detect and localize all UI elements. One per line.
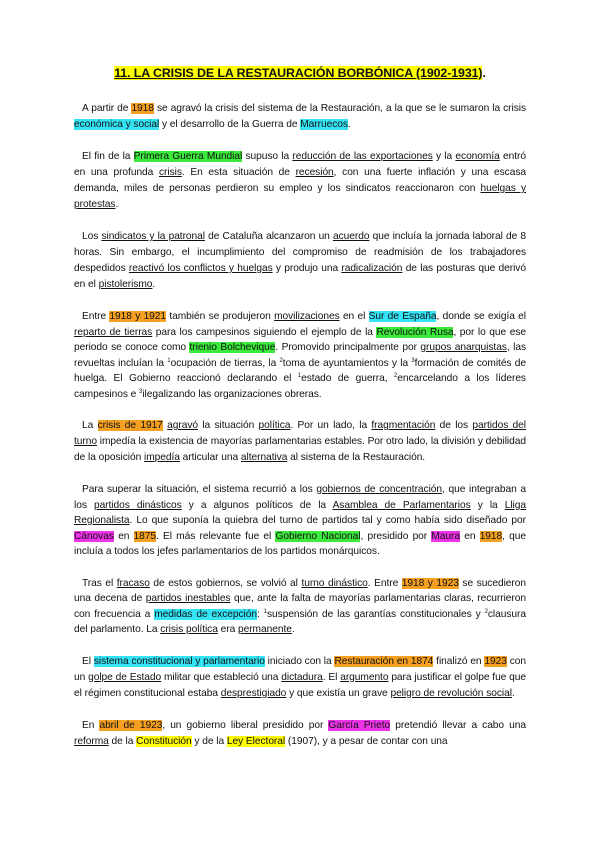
highlighted-term: trienio Bolchevique bbox=[189, 342, 276, 353]
underlined-term: partidos del turno bbox=[74, 420, 526, 447]
paragraph bbox=[74, 229, 526, 293]
text-run: , que integraban a los bbox=[74, 484, 527, 511]
text-run: , las revueltas incluían la bbox=[74, 342, 526, 369]
underlined-term: radicalización bbox=[341, 263, 403, 274]
text-run: encarcelando a los líderes campesinos e bbox=[74, 373, 526, 400]
footnote-number: 2 bbox=[484, 608, 488, 615]
underlined-term: fracaso bbox=[116, 577, 150, 589]
text-run: iniciado con la bbox=[264, 655, 335, 667]
text-run: y que existía un grave bbox=[286, 687, 391, 699]
highlighted-term: económica y social bbox=[74, 119, 160, 130]
text-run: Para superar la situación, el sistema recurrió a los bbox=[82, 484, 317, 495]
text-run: . bbox=[511, 687, 515, 699]
underlined-term: golpe de Estado bbox=[88, 671, 162, 683]
paragraph bbox=[74, 654, 526, 702]
highlighted-term: 1875 bbox=[133, 530, 156, 542]
text-run: ocupación de tierras, la bbox=[170, 357, 280, 369]
text-run: de Cataluña alcanzaron un bbox=[205, 231, 333, 242]
underlined-term: movilizaciones bbox=[274, 311, 340, 322]
text-run: la situación bbox=[197, 420, 259, 431]
text-run: al sistema de la Restauración. bbox=[287, 452, 426, 463]
text-run: formación de comités de huelga. El Gobierno reaccionó declarando el bbox=[74, 357, 526, 384]
text-run: toma de ayuntamientos y la bbox=[282, 357, 412, 369]
underlined-term: fragmentación bbox=[371, 420, 436, 431]
paragraph bbox=[74, 149, 526, 213]
underlined-term: argumento bbox=[340, 671, 389, 683]
highlighted-term: medidas de excepción bbox=[154, 608, 257, 620]
footnote-number: 2 bbox=[393, 373, 398, 379]
paragraph bbox=[74, 576, 526, 638]
title-period: . bbox=[482, 66, 486, 80]
underlined-term: dictadura bbox=[281, 671, 323, 683]
underlined-term: recesión bbox=[295, 167, 334, 178]
highlighted-term: Ley Electoral bbox=[226, 735, 286, 747]
text-run: en bbox=[113, 530, 134, 542]
text-run: . bbox=[152, 279, 156, 290]
title-text: 11. LA CRISIS DE LA RESTAURACIÓN BORBÓNICA (1902-1931) bbox=[114, 66, 483, 80]
text-run: . Promovido principalmente por bbox=[275, 342, 421, 353]
text-run: clausura del parlamento. La bbox=[74, 608, 526, 635]
text-run: de los bbox=[435, 420, 473, 431]
text-run: con un bbox=[74, 655, 526, 683]
text-run: , con una fuerte inflación y una escasa demanda, miles de personas perdieron su empleo y los sindicatos reaccionaron con bbox=[74, 167, 526, 194]
footnote-number: 3 bbox=[139, 388, 143, 395]
footnote-number: 1 bbox=[167, 357, 171, 364]
text-run: también se produjeron bbox=[166, 311, 275, 322]
text-run: , presidido por bbox=[360, 530, 432, 542]
text-run: estado de guerra, bbox=[301, 373, 394, 384]
highlighted-term: Cánovas bbox=[74, 530, 114, 542]
text-run: y de la bbox=[191, 735, 227, 747]
text-run: era bbox=[217, 624, 238, 635]
text-run: pretendió llevar a cabo una bbox=[390, 719, 526, 731]
underlined-term: desprestigiado bbox=[220, 687, 287, 699]
text-run: Entre bbox=[82, 311, 110, 322]
underlined-term: crisis política bbox=[160, 624, 218, 635]
underlined-term: política bbox=[258, 420, 291, 431]
footnote-number: 1 bbox=[263, 608, 267, 615]
text-run: para justificar el golpe fue que el régimen constitucional estaba bbox=[74, 671, 526, 699]
text-run: en el bbox=[339, 311, 369, 322]
text-run: ilegalizando las organizaciones obreras. bbox=[142, 388, 322, 400]
underlined-term: acuerdo bbox=[332, 231, 370, 242]
paragraph bbox=[74, 101, 526, 133]
text-run: de las posturas que derivó en el bbox=[74, 263, 526, 290]
text-run: suspensión de las garantías constitucionales y bbox=[267, 608, 485, 620]
text-run: finalizó en bbox=[433, 655, 485, 667]
text-run: : bbox=[256, 608, 264, 620]
highlighted-term: 1918 bbox=[131, 103, 154, 114]
underlined-term: economía bbox=[455, 151, 500, 162]
highlighted-term: Marruecos bbox=[300, 119, 348, 130]
highlighted-term: 1918 y 1923 bbox=[401, 577, 459, 589]
paragraph bbox=[74, 482, 526, 560]
highlighted-term: abril de 1923 bbox=[99, 719, 163, 731]
text-run: en bbox=[460, 530, 480, 542]
text-run: En bbox=[82, 719, 100, 731]
text-run: impedía la existencia de mayorías parlamentarias estables. Por otro lado, la división y debilidad de la oposición bbox=[74, 436, 526, 463]
underlined-term: partidos inestables bbox=[145, 593, 231, 604]
underlined-term: grupos anarquistas bbox=[420, 342, 507, 353]
underlined-term: reactivó los conflictos y huelgas bbox=[128, 263, 273, 274]
text-run: articular una bbox=[179, 452, 241, 463]
highlighted-term: sistema constitucional y parlamentario bbox=[93, 655, 265, 667]
text-run: y a algunos políticos de la bbox=[181, 499, 333, 511]
text-run: entró en una profunda bbox=[74, 151, 526, 178]
text-run: . bbox=[115, 199, 119, 210]
highlighted-term: Revolución Rusa bbox=[376, 326, 454, 338]
underlined-term: gobiernos de concentración bbox=[316, 484, 443, 495]
highlighted-term: Restauración en 1874 bbox=[334, 655, 434, 667]
text-run: , que incluía a todos los jefes parlamentarios de los partidos monárquicos. bbox=[74, 530, 527, 557]
text-run: A partir de bbox=[82, 103, 132, 114]
text-run: que, ante la falta de mayorías parlamentarias claras, recurrieron con frecuencia a bbox=[74, 593, 526, 620]
text-run: . bbox=[347, 119, 351, 130]
document-title bbox=[74, 66, 526, 80]
text-run: . Entre bbox=[367, 577, 402, 589]
underlined-term: reparto de tierras bbox=[74, 326, 153, 338]
highlighted-term: crisis de 1917 bbox=[97, 420, 163, 431]
underlined-term: crisis bbox=[158, 167, 182, 178]
highlighted-term: 1918 bbox=[479, 530, 503, 542]
text-run: El fin de la bbox=[82, 151, 134, 162]
underlined-term: agravó bbox=[167, 420, 198, 431]
text-run: y la bbox=[432, 151, 456, 162]
text-run: Los bbox=[82, 231, 102, 242]
text-run: . bbox=[291, 624, 295, 635]
underlined-term: peligro de revolución social bbox=[390, 687, 512, 699]
paragraph bbox=[74, 309, 526, 402]
highlighted-term: García Prieto bbox=[328, 719, 391, 731]
paragraph bbox=[74, 418, 526, 466]
text-run: y el desarrollo de la Guerra de bbox=[159, 119, 301, 130]
text-run: se sucedieron una decena de bbox=[74, 577, 526, 604]
text-run: que incluía la jornada laboral de 8 horas. Sin embargo, el incumplimiento del compromiso de readmisión de los trabajadores despedidos bbox=[74, 231, 527, 274]
text-run: y produjo una bbox=[272, 263, 342, 274]
highlighted-term: Maura bbox=[431, 530, 461, 542]
text-run: militar que estableció una bbox=[161, 671, 282, 683]
text-run: . Por un lado, la bbox=[290, 420, 372, 431]
text-run: El bbox=[82, 655, 94, 667]
text-run: , un gobierno liberal presidido por bbox=[162, 719, 329, 731]
underlined-term: partidos dinásticos bbox=[93, 499, 182, 511]
text-run: . El bbox=[322, 671, 341, 683]
text-run: . En esta situación de bbox=[181, 167, 296, 178]
text-run: para los campesinos siguiendo el ejemplo de la bbox=[152, 326, 377, 338]
text-run: supuso la bbox=[242, 151, 293, 162]
text-run: de estos gobiernos, se volvió al bbox=[149, 577, 302, 589]
underlined-term: pistolerismo bbox=[98, 279, 153, 290]
highlighted-term: Gobierno Nacional bbox=[275, 530, 361, 542]
highlighted-term: Sur de España bbox=[368, 311, 437, 322]
underlined-term: permanente bbox=[237, 624, 292, 635]
footnote-number: 3 bbox=[411, 357, 415, 364]
paragraph bbox=[74, 718, 526, 750]
underlined-term: alternativa bbox=[240, 452, 288, 463]
highlighted-term: 1923 bbox=[484, 655, 507, 667]
footnote-number: 1 bbox=[297, 373, 302, 379]
highlighted-term: Primera Guerra Mundial bbox=[133, 151, 243, 162]
underlined-term: sindicatos y la patronal bbox=[101, 231, 205, 242]
underlined-term: turno dinástico bbox=[301, 577, 368, 589]
text-run: , donde se exigía el bbox=[436, 311, 526, 322]
text-run: . El más relevante fue el bbox=[156, 530, 276, 542]
underlined-term: Lliga Regionalista bbox=[74, 499, 526, 526]
text-run: La bbox=[82, 420, 98, 431]
text-run: Tras el bbox=[82, 577, 117, 589]
underlined-term: reforma bbox=[74, 735, 109, 747]
underlined-term: reducción de las exportaciones bbox=[292, 151, 433, 162]
underlined-term: huelgas y protestas bbox=[74, 183, 526, 210]
text-run: . Lo que suponía la quiebra del turno de partidos tal y como había sido diseñado por bbox=[129, 515, 526, 526]
highlighted-term: Constitución bbox=[136, 735, 192, 747]
underlined-term: impedía bbox=[144, 452, 180, 463]
footnote-number: 2 bbox=[279, 357, 283, 364]
text-run: (1907), y a pesar de contar con una bbox=[285, 735, 448, 747]
text-run: de la bbox=[108, 735, 137, 747]
highlighted-term: 1918 y 1921 bbox=[109, 311, 167, 322]
underlined-term: Asamblea de Parlamentarios bbox=[332, 499, 471, 511]
document-body bbox=[74, 101, 526, 750]
text-run: se agravó la crisis del sistema de la Restauración, a la que se le sumaron la crisis bbox=[153, 103, 526, 114]
text-run: , por lo que ese periodo se conoce como bbox=[74, 326, 526, 353]
text-run: y la bbox=[470, 499, 505, 511]
